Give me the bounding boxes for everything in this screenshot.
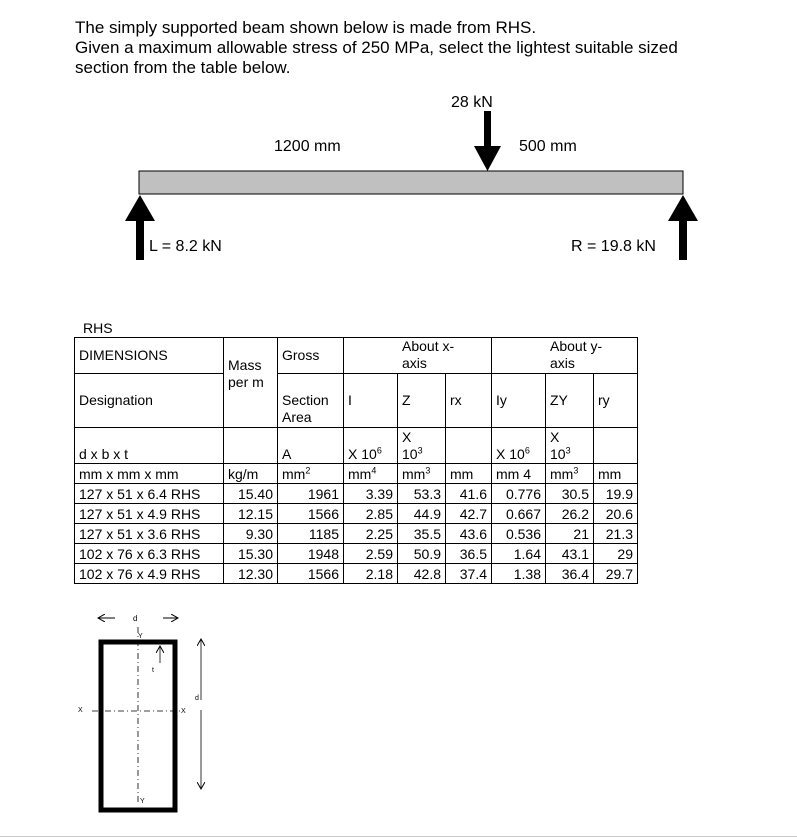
table-title: RHS [83,320,113,336]
table-row [75,504,638,524]
area-cell: 1566 [278,564,344,584]
I-cell: 2.59 [344,544,398,564]
y-bottom-label: Y [140,798,145,805]
thickness-label: t [152,667,154,674]
mass-cell: 9.30 [224,524,278,544]
mass-cell: 15.30 [224,544,278,564]
rx-cell: 41.6 [446,484,492,504]
header-Z-multiplier: X $10^3$ [398,428,446,464]
rx-cell: 36.5 [446,544,492,564]
span-right-label: 500 mm [519,138,577,155]
area-cell: 1566 [278,504,344,524]
ZY-cell: 43.1 [546,544,594,564]
Iy-cell: 1.64 [492,544,546,564]
x-left-label: X [78,707,83,714]
unit-dims: mm x mm x mm [75,464,224,484]
y-top-label: Y [138,633,143,640]
rx-cell: 37.4 [446,564,492,584]
reaction-right-label: R = 19.8 kN [571,238,656,255]
header-I: I [344,374,398,428]
reaction-left-label: L = 8.2 kN [149,238,222,255]
I-cell: 3.39 [344,484,398,504]
unit-mass: kg/m [224,464,278,484]
beam [139,171,683,194]
load-arrow [474,111,501,171]
unit-rx: mm [446,464,492,484]
header-Iy-multiplier: X $10^6$ [492,428,546,464]
rx-cell: 42.7 [446,504,492,524]
load-label: 28 kN [451,94,493,111]
unit-Iy: mm 4 [492,464,546,484]
ZY-cell: 26.2 [546,504,594,524]
unit-area: $mm^2$ [278,464,344,484]
area-cell: 1185 [278,524,344,544]
ry-cell: 19.9 [594,484,638,504]
header-A: A [278,428,344,464]
header-ry-blank [594,428,638,464]
I-cell: 2.25 [344,524,398,544]
header-mass-blank [224,428,278,464]
header-rx-blank [446,428,492,464]
span-left-label: 1200 mm [274,138,341,155]
unit-I: $mm^4$ [344,464,398,484]
problem-line-2: Given a maximum allowable stress of 250 MPa, select the lightest suitable sized [75,38,678,57]
x-right-label: X [181,708,186,715]
Z-cell: 44.9 [398,504,446,524]
Z-cell: 42.8 [398,564,446,584]
header-dxbxt: d x b x t [75,428,224,464]
width-dim-label: d [133,614,138,623]
table-row [75,544,638,564]
unit-Z: $mm^3$ [398,464,446,484]
header-Z: Z [398,374,446,428]
rhs-cross-section-diagram [60,605,230,815]
Z-cell: 50.9 [398,544,446,564]
right-reaction-arrow [668,195,698,260]
Z-cell: 35.5 [398,524,446,544]
page-bottom-divider [0,836,797,837]
rhs-section-table [74,337,638,584]
header-about-x: About x-axis [344,338,492,374]
Iy-cell: 0.776 [492,484,546,504]
header-Iy: Iy [492,374,546,428]
problem-line-1: The simply supported beam shown below is made from RHS. [75,18,537,37]
header-ry: ry [594,374,638,428]
header-I-multiplier: X $10^6$ [344,428,398,464]
Iy-cell: 0.536 [492,524,546,544]
area-cell: 1961 [278,484,344,504]
beam-diagram [0,0,797,300]
designation-cell: 127 x 51 x 4.9 RHS [75,504,224,524]
table-row [75,484,638,504]
I-cell: 2.18 [344,564,398,584]
problem-line-3: section from the table below. [75,58,291,77]
area-cell: 1948 [278,544,344,564]
header-rx: rx [446,374,492,428]
units-row [75,464,638,484]
rx-cell: 43.6 [446,524,492,544]
unit-ry: mm [594,464,638,484]
designation-cell: 102 x 76 x 6.3 RHS [75,544,224,564]
table-row [75,524,638,544]
header-ZY-multiplier: X $10^3$ [546,428,594,464]
ry-cell: 21.3 [594,524,638,544]
ZY-cell: 36.4 [546,564,594,584]
header-about-y: About y-axis [492,338,638,374]
I-cell: 2.85 [344,504,398,524]
ry-cell: 29 [594,544,638,564]
ry-cell: 29.7 [594,564,638,584]
header-gross: Gross [278,338,344,374]
depth-dim-label: d [195,695,199,702]
Z-cell: 53.3 [398,484,446,504]
header-dimensions: DIMENSIONS [75,338,224,374]
header-mass: Mass per m [224,338,278,428]
ry-cell: 20.6 [594,504,638,524]
ZY-cell: 21 [546,524,594,544]
mass-cell: 15.40 [224,484,278,504]
mass-cell: 12.30 [224,564,278,584]
designation-cell: 127 x 51 x 6.4 RHS [75,484,224,504]
unit-ZY: $mm^3$ [546,464,594,484]
Iy-cell: 0.667 [492,504,546,524]
header-section-area: Section Area [278,374,344,428]
mass-cell: 12.15 [224,504,278,524]
header-designation: Designation [75,374,224,428]
Iy-cell: 1.38 [492,564,546,584]
header-ZY: ZY [546,374,594,428]
ZY-cell: 30.5 [546,484,594,504]
designation-cell: 102 x 76 x 4.9 RHS [75,564,224,584]
table-row [75,564,638,584]
designation-cell: 127 x 51 x 3.6 RHS [75,524,224,544]
